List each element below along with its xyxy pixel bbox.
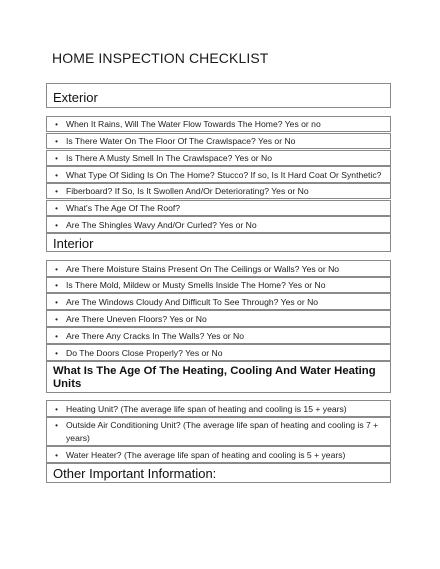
bullet-icon: •	[55, 451, 58, 460]
bullet-icon: •	[55, 349, 58, 358]
list-item: • Do The Doors Close Properly? Yes or No	[46, 344, 391, 361]
bullet-icon: •	[55, 137, 58, 146]
list-item: • Fiberboard? If So, Is It Swollen And/Or Deteriorating? Yes or No	[46, 183, 391, 199]
list-item: • Is There Water On The Floor Of The Crawlspace? Yes or No	[46, 133, 391, 149]
bullet-icon: •	[55, 120, 58, 129]
list-item: • What's The Age Of The Roof?	[46, 200, 391, 216]
section-header-exterior	[46, 83, 391, 108]
section-header-other	[46, 463, 391, 483]
bullet-icon: •	[55, 281, 58, 290]
list-item: • Heating Unit? (The average life span of heating and cooling is 15 + years)	[46, 400, 391, 417]
section-header-interior	[46, 233, 391, 252]
bullet-icon: •	[55, 204, 58, 213]
list-item: • Are There Uneven Floors? Yes or No	[46, 310, 391, 327]
bullet-icon: •	[55, 298, 58, 307]
list-item: • What Type Of Siding Is On The Home? Stucco? If so, Is It Hard Coat Or Synthetic?	[46, 166, 391, 183]
bullet-icon: •	[55, 187, 58, 196]
section-header-heating-cooling	[46, 361, 391, 393]
bullet-icon: •	[55, 332, 58, 341]
list-item: • Is There Mold, Mildew or Musty Smells Inside The Home? Yes or No	[46, 277, 391, 293]
bullet-icon: •	[55, 405, 58, 414]
section-heading: Other Important Information:	[53, 466, 217, 481]
list-item: • Outside Air Conditioning Unit? (The average life span of heating and cooling is 7 + years)	[46, 417, 391, 446]
bullet-icon: •	[55, 315, 58, 324]
section-heading: What Is The Age Of The Heating, Cooling And Water Heating Units	[53, 365, 376, 390]
bullet-icon: •	[55, 221, 58, 230]
list-item: • When It Rains, Will The Water Flow Towards The Home? Yes or no	[46, 116, 391, 132]
section-heading: Exterior	[53, 90, 98, 105]
section-heading: Interior	[53, 236, 94, 251]
list-item: • Are There Any Cracks In The Walls? Yes or No	[46, 327, 391, 344]
bullet-icon: •	[55, 421, 58, 430]
list-item: • Is There A Musty Smell In The Crawlspace? Yes or No	[46, 150, 391, 166]
bullet-icon: •	[55, 171, 58, 180]
bullet-icon: •	[55, 154, 58, 163]
list-item: • Are The Windows Cloudy And Difficult To See Through? Yes or No	[46, 293, 391, 310]
list-item: • Water Heater? (The average life span of heating and cooling is 5 + years)	[46, 446, 391, 463]
page-title: HOME INSPECTION CHECKLIST	[52, 50, 269, 66]
bullet-icon: •	[55, 265, 58, 274]
list-item: • Are The Shingles Wavy And/Or Curled? Yes or No	[46, 216, 391, 233]
list-item: • Are There Moisture Stains Present On The Ceilings or Walls? Yes or No	[46, 260, 391, 277]
